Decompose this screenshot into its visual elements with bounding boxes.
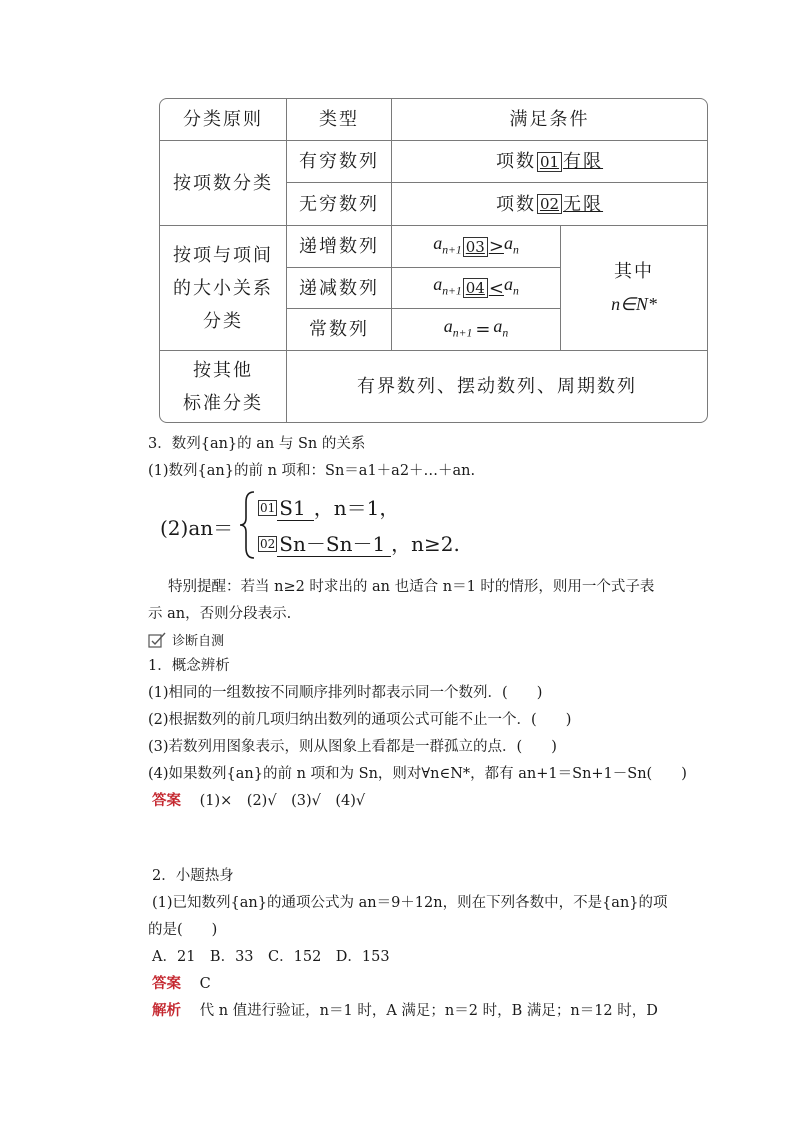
condition-note xyxy=(561,226,707,350)
condition-pre: 项数 xyxy=(495,151,536,172)
q1-item: (4)如果数列{an}的前 n 项和为 Sn，则对∀n∈N*，都有 an+1＝Sn+1－Sn( ) xyxy=(148,766,687,782)
relation-symbol: > xyxy=(488,236,504,257)
header-principle: 分类原则 xyxy=(183,109,263,130)
principle-other xyxy=(160,351,286,422)
case-one-expr: S1 xyxy=(277,496,313,521)
q2-line2: 的是( ) xyxy=(148,922,218,938)
type-constant: 常数列 xyxy=(309,319,369,340)
condition-infinite xyxy=(392,183,707,225)
type-infinite: 无穷数列 xyxy=(299,193,379,215)
q1-item: (2)根据数列的前几项归纳出数列的通项公式可能不止一个．( ) xyxy=(148,712,572,728)
q1-item: (3)若数列用图象表示，则从图象上看都是一群孤立的点．( ) xyxy=(148,739,557,755)
blank-box: 01 xyxy=(537,152,562,172)
q2-line1: (1)已知数列{an}的通项公式为 an＝9＋12n，则在下列各数中，不是{an}的项 xyxy=(152,895,668,911)
q2-explanation xyxy=(152,1001,658,1021)
checkbox-pencil-icon xyxy=(148,632,168,648)
condition-constant: $a_{n+1}$ = $a_n$ xyxy=(392,309,560,350)
explanation-text: 代 n 值进行验证，n＝1 时，A 满足；n＝2 时，B 满足；n＝12 时，D xyxy=(199,1003,658,1019)
case-two-cond: ，n≥2. xyxy=(391,532,460,556)
classification-table xyxy=(159,98,708,423)
piecewise-formula xyxy=(160,488,480,564)
blank-box: 03 xyxy=(463,237,488,257)
q2-title: 2．小题热身 xyxy=(152,868,234,884)
principle-line: 的大小关系 xyxy=(173,277,273,299)
section3-item1: (1)数列{an}的前 n 项和：Sn＝a1＋a2＋…＋an. xyxy=(148,463,476,479)
header-condition: 满足条件 xyxy=(509,109,590,130)
q2-options: A．21 B．33 C．152 D．153 xyxy=(152,949,390,965)
section3-title: 3．数列{an}的 an 与 Sn 的关系 xyxy=(148,436,366,452)
type-decreasing: 递减数列 xyxy=(299,277,379,299)
note-line: n∈N* xyxy=(611,294,657,314)
condition-finite xyxy=(392,141,707,182)
header-type: 类型 xyxy=(319,109,359,130)
relation-symbol: = xyxy=(475,319,491,340)
answer-value: (1)× (2)√ (3)√ (4)√ xyxy=(199,793,366,809)
note-line: 其中 xyxy=(614,261,654,282)
answer-label: 答案 xyxy=(152,792,181,809)
type-finite: 有穷数列 xyxy=(299,151,379,172)
relation-symbol: < xyxy=(488,277,504,299)
case-one xyxy=(258,492,399,521)
tip-line1: 特别提醒：若当 n≥2 时求出的 an 也适合 n＝1 时的情形，则用一个式子表 xyxy=(168,579,655,595)
principle-line: 按项与项间 xyxy=(173,244,273,266)
blank-box: 04 xyxy=(463,278,488,298)
case-one-cond: ，n＝1， xyxy=(313,496,400,520)
case-two xyxy=(258,528,460,557)
blank-box: 02 xyxy=(260,537,276,551)
condition-increasing: $a_{n+1}$ 03 > $a_n$ xyxy=(392,226,560,267)
type-increasing: 递增数列 xyxy=(299,236,379,257)
principle-line: 标准分类 xyxy=(183,392,263,414)
left-brace xyxy=(238,490,258,560)
q1-answer xyxy=(152,791,365,811)
tip-line2: 示 an，否则分段表示. xyxy=(148,606,292,622)
condition-post: 有限 xyxy=(563,151,604,172)
q1-title: 1．概念辨析 xyxy=(148,658,230,674)
condition-decreasing: $a_{n+1}$ 04 < $a_n$ xyxy=(392,268,560,308)
principle-line: 按其他 xyxy=(193,359,253,381)
blank-box: 02 xyxy=(537,194,562,214)
q1-item: (1)相同的一组数按不同顺序排列时都表示同一个数列．( ) xyxy=(148,685,543,701)
answer-value: C xyxy=(199,976,211,992)
principle-size xyxy=(160,226,286,350)
piecewise-label: (2)an＝ xyxy=(160,516,234,540)
answer-label: 答案 xyxy=(152,975,181,992)
explanation-label: 解析 xyxy=(152,1002,181,1019)
other-types: 有界数列、摆动数列、周期数列 xyxy=(357,376,637,397)
case-two-expr: Sn－Sn－1 xyxy=(277,532,391,557)
condition-post: 无限 xyxy=(563,193,604,215)
diagnosis-header-text: 诊断自测 xyxy=(172,634,225,649)
q2-answer xyxy=(152,974,211,994)
diagnosis-header xyxy=(148,632,224,651)
principle-count: 按项数分类 xyxy=(173,172,273,194)
principle-line: 分类 xyxy=(203,310,243,332)
blank-box: 01 xyxy=(260,501,276,515)
condition-pre: 项数 xyxy=(495,193,536,215)
